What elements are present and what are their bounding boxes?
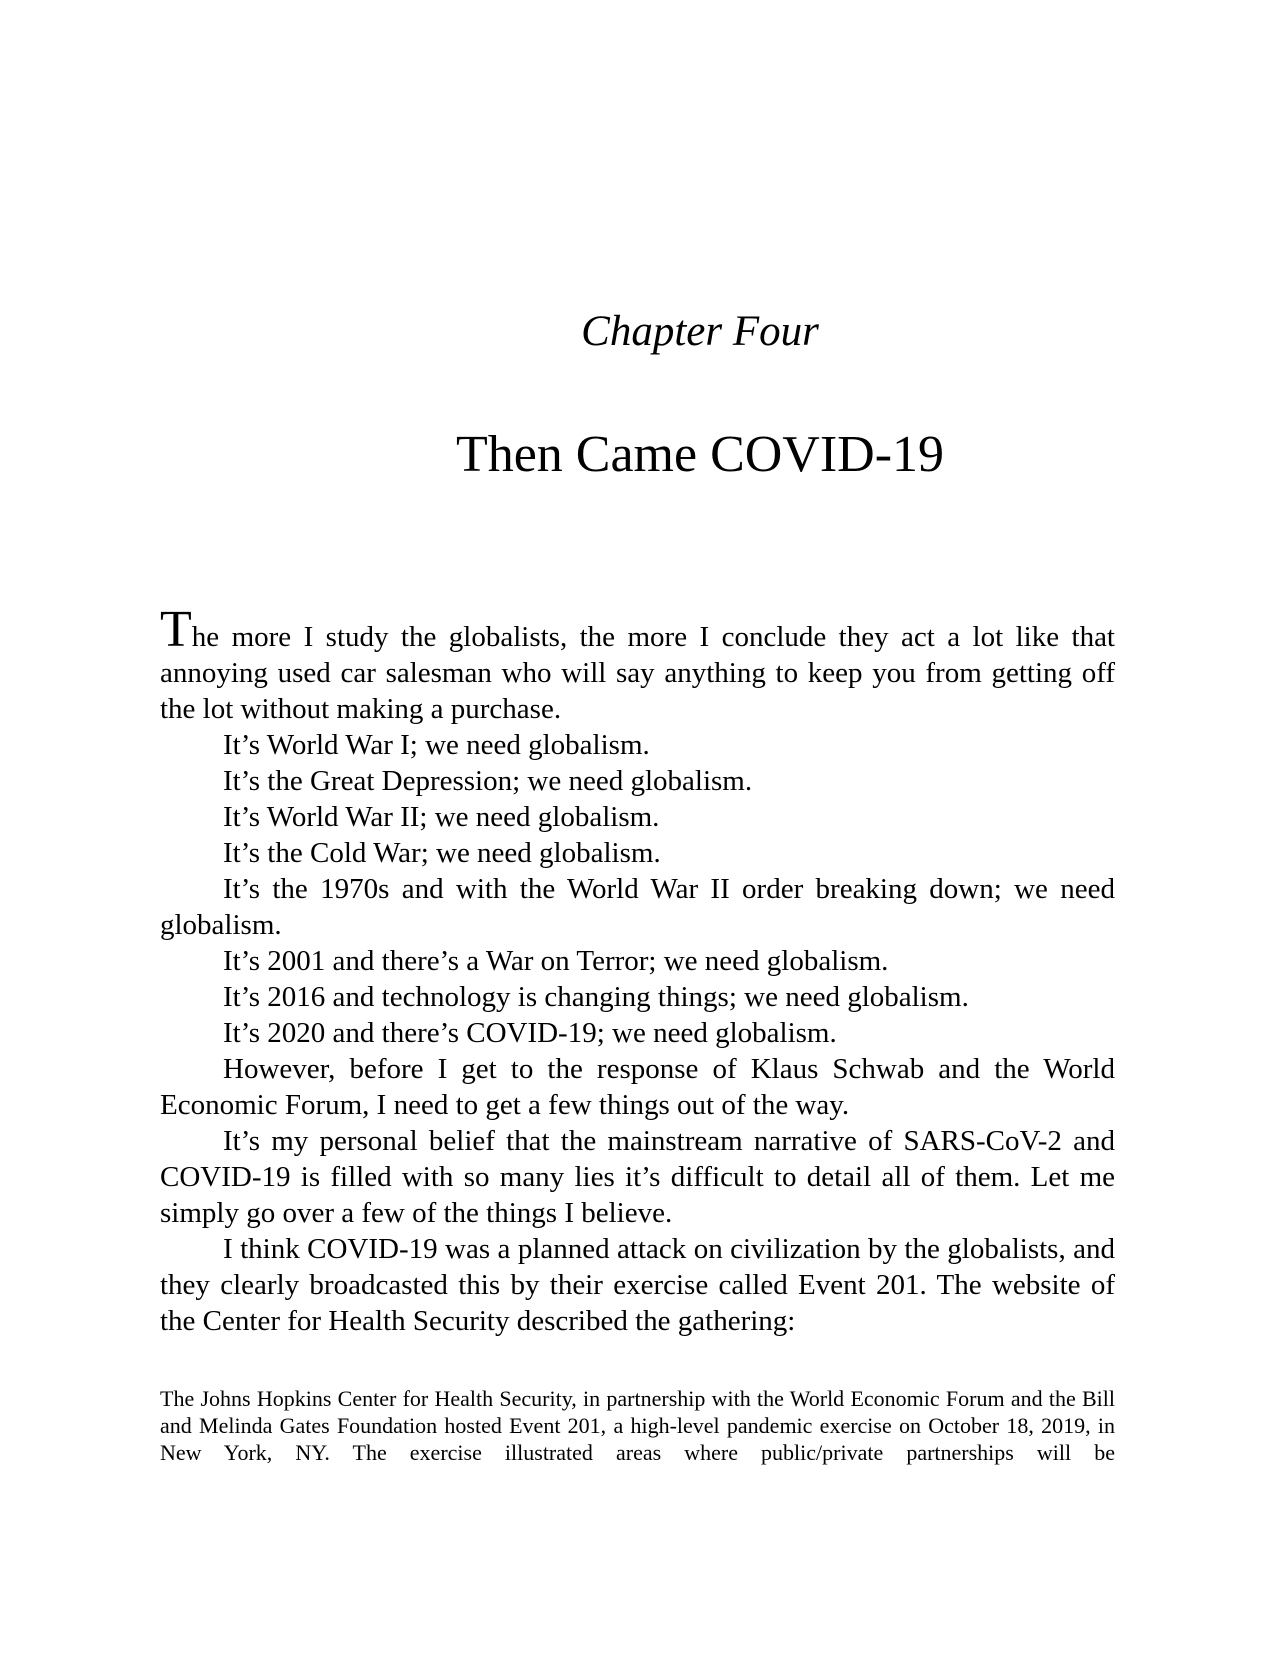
chapter-body	[160, 601, 1115, 1339]
paragraph: It’s the Cold War; we need globalism.	[223, 837, 661, 869]
chapter-label: Chapter Four	[581, 308, 819, 355]
paragraph: It’s the 1970s and with the World War II order breaking down; we need globalism.	[160, 873, 1115, 941]
paragraph: It’s my personal belief that the mainstream narrative of SARS-CoV-2 and COVID-19 is filled with so many lies it’s difficult to detail all of them. Let me simply go over a few of the things I believe.	[160, 1125, 1115, 1229]
opening-text: he more I study the globalists, the more I conclude they act a lot like that annoying used car salesman who will say anything to keep you from getting off the lot without making a purchase.	[160, 621, 1115, 725]
paragraph: I think COVID-19 was a planned attack on civilization by the globalists, and they clearly broadcasted this by their exercise called Event 201. The website of the Center for Health Security described the gathering:	[160, 1233, 1115, 1337]
paragraph: It’s the Great Depression; we need globalism.	[223, 765, 753, 797]
paragraph: It’s World War I; we need globalism.	[223, 729, 650, 761]
opening-paragraph	[160, 601, 1115, 727]
paragraph: It’s 2020 and there’s COVID-19; we need globalism.	[223, 1017, 837, 1049]
block-quote: The Johns Hopkins Center for Health Security, in partnership with the World Economic Forum and the Bill and Melinda Gates Foundation hosted Event 201, a high-level pandemic exercise on October 18, 2019, in New York, NY. The exercise illustrated areas where public/private partnerships will be	[160, 1386, 1115, 1465]
paragraph: It’s World War II; we need globalism.	[223, 801, 660, 833]
chapter-title: Then Came COVID-19	[455, 426, 945, 483]
drop-cap: T	[160, 601, 192, 658]
paragraph: It’s 2001 and there’s a War on Terror; we need globalism.	[223, 945, 889, 977]
paragraph: However, before I get to the response of Klaus Schwab and the World Economic Forum, I need to get a few things out of the way.	[160, 1053, 1115, 1121]
paragraph: It’s 2016 and technology is changing things; we need globalism.	[223, 981, 969, 1013]
